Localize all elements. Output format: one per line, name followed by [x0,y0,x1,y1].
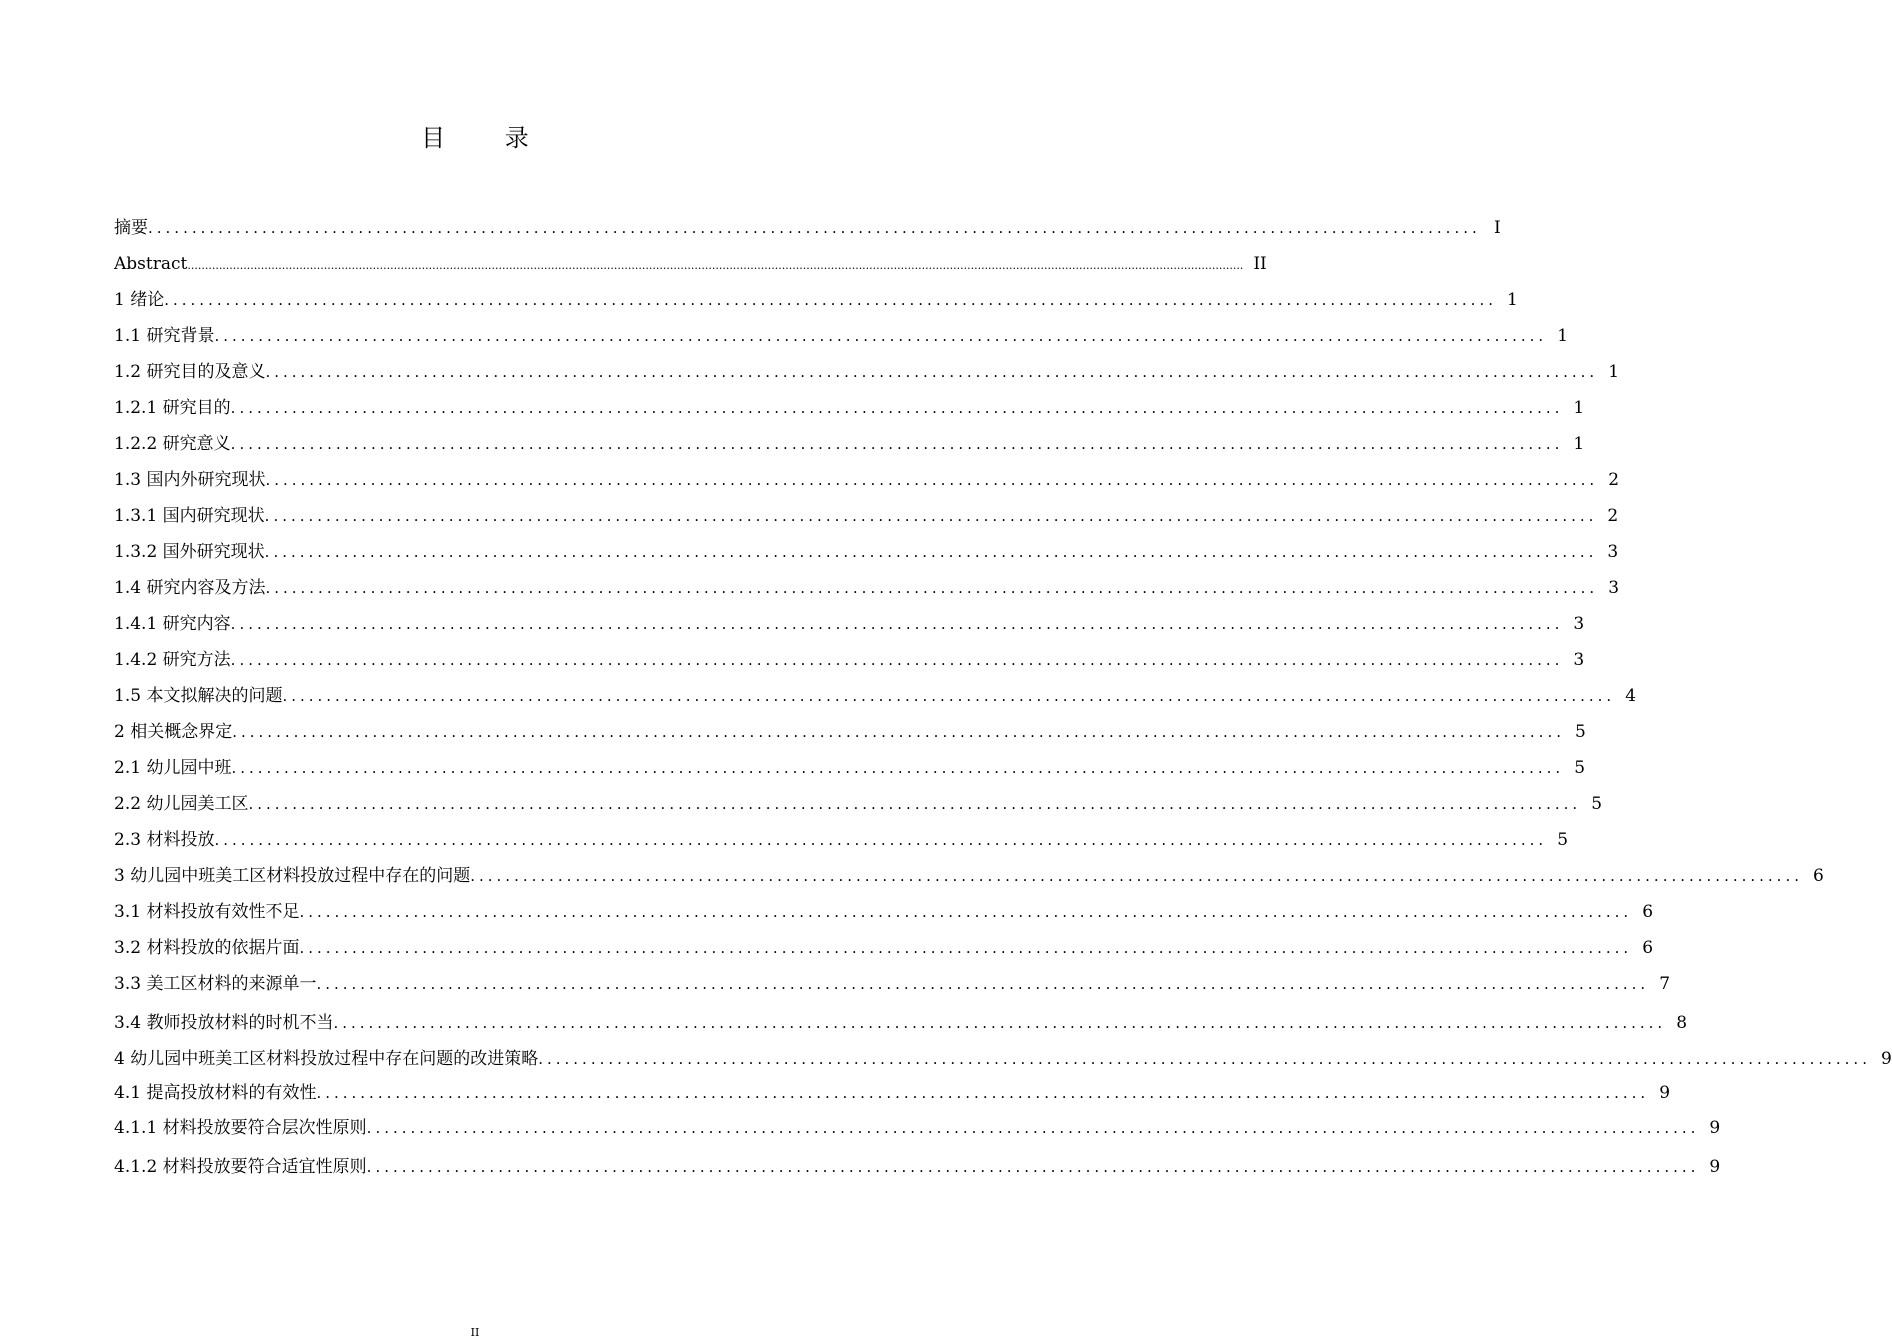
toc-entry-page: 2 [1607,506,1619,526]
toc-entry-label: 3.4 教师投放材料的时机不当 [114,1013,334,1033]
toc-entry[interactable] [114,282,1518,318]
toc-entry-label: 3.1 材料投放有效性不足 [114,902,300,922]
dot-leader: ........................................................................................................................................................ [264,507,1598,525]
toc-entry-page: 5 [1557,830,1569,850]
toc-entry[interactable] [114,498,1619,534]
dot-leader: ........................................................................................................................................................ [366,1119,1700,1137]
toc-entry-page: 9 [1659,1083,1671,1103]
toc-entry-page: 5 [1574,722,1586,742]
toc-entry-page: 9 [1709,1118,1721,1138]
toc-entry-label: 1.3.2 国外研究现状 [114,542,265,562]
toc-entry-label: 2.1 幼儿园中班 [114,758,232,778]
dot-leader: ........................................................................................................................................................ [230,399,1564,417]
toc-entry-page: 2 [1608,470,1620,490]
toc-entry-label: 1.1 研究背景 [114,326,215,346]
toc-entry-page: 4 [1625,686,1637,706]
toc-entry[interactable] [114,642,1585,678]
dot-leader: ........................................................................................................................................................ [265,471,1599,489]
toc-entry-label: 4.1.1 材料投放要符合层次性原则 [114,1118,367,1138]
toc-entry[interactable] [114,462,1620,498]
toc-entry-label: 摘要 [114,218,148,238]
toc-entry-label: 4.1 提高投放材料的有效性 [114,1083,317,1103]
toc-entry[interactable] [114,714,1586,750]
toc-entry[interactable] [114,894,1654,930]
dot-leader: ........................................................................................................................................................ [316,1084,1650,1102]
dot-leader: ........................................................................................................................................................ [164,291,1497,309]
dot-leader: ........................................................................................................................................................ [265,579,1599,597]
toc-entry-label: 3.2 材料投放的依据片面 [114,938,300,958]
toc-entry-page: 5 [1574,758,1586,778]
toc-entry[interactable] [114,1077,1671,1110]
dot-leader: ........................................................................................................................................................ [231,759,1565,777]
dot-leader: ........................................................................................................................................................ [214,831,1548,849]
toc-entry-page: 9 [1709,1157,1721,1177]
dot-leader: .............................................................................................................................................................................................................................................................................................................. [187,259,1244,272]
toc-entry-label: 1.3.1 国内研究现状 [114,506,265,526]
toc-entry-label: 1.2 研究目的及意义 [114,362,266,382]
toc-entry-page: 3 [1573,650,1585,670]
dot-leader: ........................................................................................................................................................ [214,327,1548,345]
toc-entry[interactable] [114,246,1267,282]
toc-entry-label: 1.4.1 研究内容 [114,614,231,634]
page-number-footer: II [470,1326,480,1339]
dot-leader: ........................................................................................................................................................ [264,543,1598,561]
toc-entry-label: 1.5 本文拟解决的问题 [114,686,283,706]
dot-leader: ........................................................................................................................................................ [470,867,1803,885]
toc-entry[interactable] [114,1149,1721,1185]
dot-leader: ........................................................................................................................................................ [232,723,1565,741]
toc-title: 目 录 [421,124,555,152]
dot-leader: ........................................................................................................................................................ [316,975,1650,993]
toc-entry[interactable] [114,570,1620,606]
toc-entry[interactable] [114,426,1585,462]
toc-entry-page: 3 [1608,578,1620,598]
dot-leader: ........................................................................................................................................................ [230,651,1564,669]
toc-entry-page: 7 [1659,974,1671,994]
toc-entry-page: 8 [1676,1013,1688,1033]
dot-leader: ........................................................................................................................................................ [248,795,1582,813]
toc-entry-page: 1 [1573,398,1585,418]
toc-entry-label: 1.4 研究内容及方法 [114,578,266,598]
toc-entry[interactable] [114,930,1654,966]
dot-leader: ........................................................................................................................................................ [299,903,1633,921]
toc-entry-page: 9 [1880,1049,1892,1069]
toc-entry-label: 2.3 材料投放 [114,830,215,850]
toc-entry-label: 3 幼儿园中班美工区材料投放过程中存在的问题 [114,866,471,886]
toc-entry[interactable] [114,750,1586,786]
toc-entry-label: 1 绪论 [114,290,165,310]
toc-entry-label: Abstract [114,254,188,274]
toc-entry-page: 3 [1607,542,1619,562]
toc-entry-page: 1 [1608,362,1620,382]
toc-entry-page: 1 [1557,326,1569,346]
toc-entry[interactable] [114,354,1620,390]
toc-entry[interactable] [114,606,1585,642]
dot-leader: ........................................................................................................................................................ [148,219,1481,237]
toc-entry-label: 2.2 幼儿园美工区 [114,794,249,814]
toc-entry-page: 6 [1642,938,1654,958]
dot-leader: ........................................................................................................................................................ [299,939,1633,957]
dot-leader: ........................................................................................................................................................ [230,615,1564,633]
toc-entry-label: 4 幼儿园中班美工区材料投放过程中存在问题的改进策略 [114,1049,539,1069]
dot-leader: ........................................................................................................................................................ [366,1158,1700,1176]
toc-entry[interactable] [114,318,1569,354]
toc-entry-label: 1.2.2 研究意义 [114,434,231,454]
toc-entry-label: 1.4.2 研究方法 [114,650,231,670]
dot-leader: ........................................................................................................................................................ [333,1014,1667,1032]
toc-entry[interactable] [114,534,1619,570]
toc-entry-label: 3.3 美工区材料的来源单一 [114,974,317,994]
toc-entry-page: 3 [1573,614,1585,634]
toc-entry[interactable] [114,966,1671,1002]
toc-entry[interactable] [114,822,1569,858]
table-of-contents [114,210,1892,1185]
toc-entry[interactable] [114,858,1824,894]
dot-leader: ........................................................................................................................................................ [282,687,1616,705]
toc-entry-page: II [1253,254,1267,274]
toc-entry-label: 1.2.1 研究目的 [114,398,231,418]
toc-entry-page: 6 [1642,902,1654,922]
toc-entry-label: 4.1.2 材料投放要符合适宜性原则 [114,1157,367,1177]
toc-entry[interactable] [114,390,1585,426]
toc-entry[interactable] [114,678,1637,714]
toc-entry[interactable] [114,1005,1688,1041]
toc-entry-label: 2 相关概念界定 [114,722,233,742]
toc-entry-page: I [1494,218,1501,238]
toc-entry[interactable] [114,1041,1892,1077]
toc-entry-page: 6 [1812,866,1824,886]
toc-entry-page: 1 [1506,290,1518,310]
toc-entry[interactable] [114,1110,1721,1146]
toc-entry[interactable] [114,210,1501,246]
dot-leader: ........................................................................................................................................................ [265,363,1599,381]
toc-entry-page: 1 [1573,434,1585,454]
toc-entry[interactable] [114,786,1603,822]
dot-leader: ........................................................................................................................................................ [230,435,1564,453]
toc-entry-page: 5 [1591,794,1603,814]
dot-leader: ........................................................................................................................................................ [538,1050,1871,1068]
toc-entry-label: 1.3 国内外研究现状 [114,470,266,490]
